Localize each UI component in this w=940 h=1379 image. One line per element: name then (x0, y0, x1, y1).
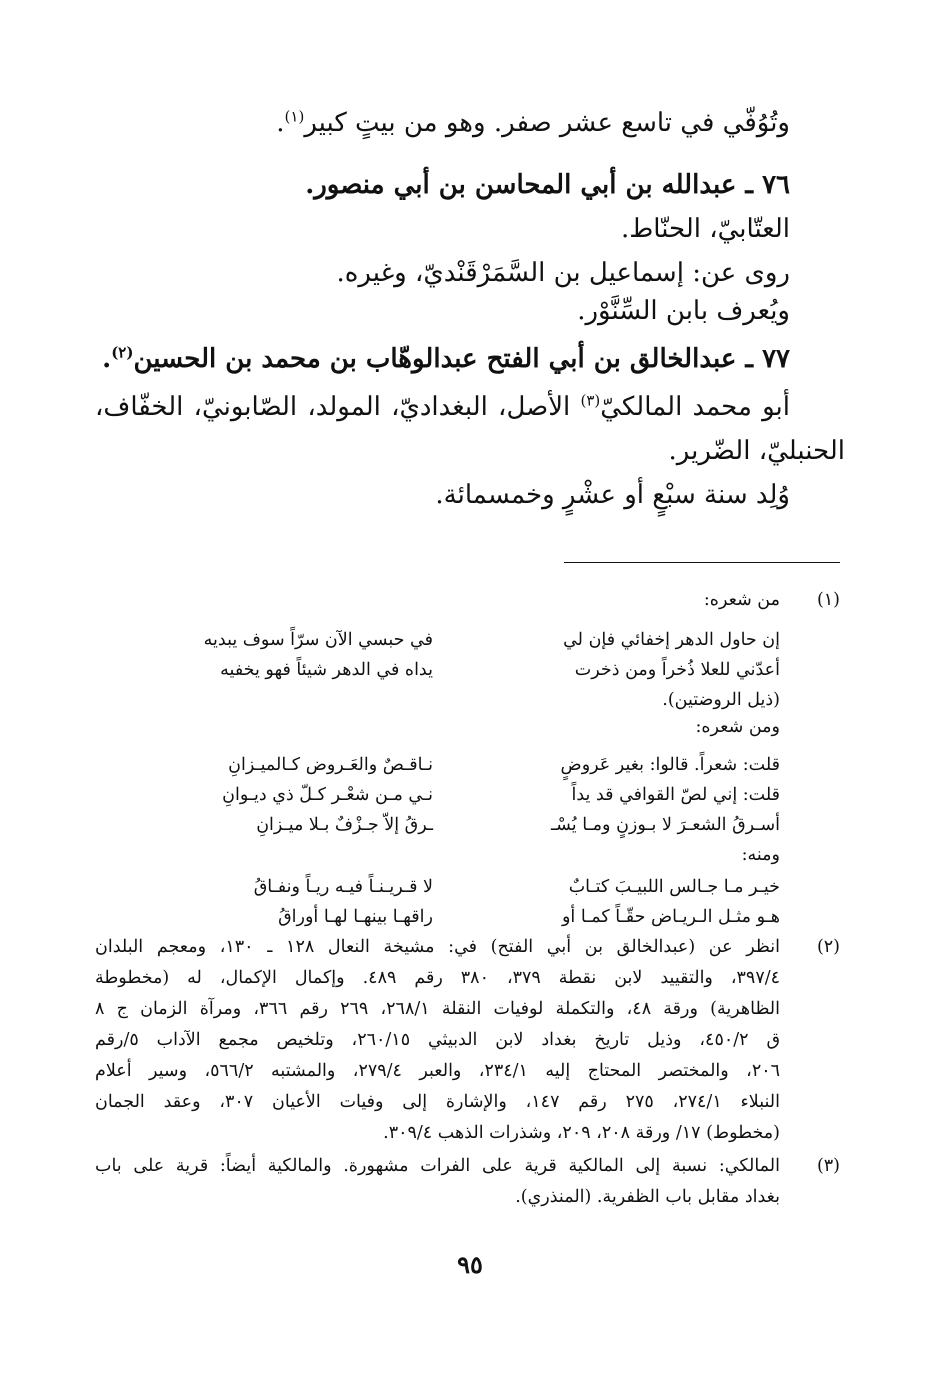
footnote-ref-2[interactable]: (٢) (111, 343, 134, 362)
verse-3-2-left: راقهـا بينهـا لهـا أوراقُ (278, 907, 433, 927)
footnote-2-line: الظاهرية) ورقة ٤٨، والتكملة لوفيات النقلة ٢٦٨/١، ٢٦٩ رقم ٣٦٦، ومرآة الزمان ج ٨ (95, 999, 780, 1019)
entry-76-narration: روى عن: إسماعيل بن السَّمَرْقَنْديّ، وغيره. (336, 258, 790, 288)
page-number: ٩٥ (457, 1250, 483, 1279)
verse-1-1-right: إن حاول الدهر إخفائي فإن لي (563, 630, 780, 650)
footnote-1-source: (ذيل الروضتين). (662, 690, 780, 710)
verse-2-2-left: نـي مـن شعْـر كـلّ ذي ديـوانِ (222, 785, 433, 805)
death-date-text: وتُوُفّي في تاسع عشر صفر. وهو من بيتٍ كبير (304, 108, 790, 138)
verse-2-1-right: قلت: شعراً. قالوا: بغير عَروضٍ (560, 755, 780, 775)
entry-77-kunya: أبو محمد المالكيّ (600, 392, 790, 422)
entry-76-known-as: ويُعرف بابن السِّنَّوْر. (577, 296, 790, 326)
title-end-period: . (102, 344, 112, 374)
entry-77-nisba-cont: الحنبليّ، الضّرير. (668, 436, 845, 466)
verse-1-2-right: أعدّني للعلا ذُخراً ومن ذخرت (574, 660, 780, 680)
footnote-2-line: انظر عن (عبدالخالق بن أبي الفتح) في: مشيخة النعال ١٢٨ ـ ١٣٠، ومعجم البلدان (95, 937, 780, 957)
verse-1-1-left: في حبسي الآن سرّاً سوف يبديه (203, 630, 433, 650)
verse-2-1-left: نـاقـصٌ والعَـروض كـالميـزانِ (228, 755, 433, 775)
footnote-2-line: ٣٩٧/٤، والتقييد لابن نقطة ٣٧٩، ٣٨٠ رقم ٤٨٩. وإكمال الإكمال، له (مخطوطة (95, 968, 781, 988)
verse-2-3-right: أسـرقُ الشعـرَ لا بـوزنٍ ومـا يُسْـ (551, 815, 780, 835)
verse-2-2-right: قلت: إني لصّ القوافي قد يداً (571, 785, 780, 805)
verse-1-2-left: يداه في الدهر شيئاً فهو يخفيه (220, 660, 433, 680)
entry-77-title (102, 343, 790, 374)
footnote-1-intro: من شعره: (703, 590, 780, 610)
verse-3-2-right: هـو مثـل الـريـاض حقّـاً كمـا أو (561, 907, 780, 927)
line-end-period: . (276, 108, 285, 138)
verse-3-1-left: لا قـريـنـاً فيـه ريـاً ونفـاقُ (253, 877, 433, 897)
entry-77-nisbas: الأصل، البغداديّ، المولد، الصّابونيّ، الخفّاف، (95, 392, 581, 422)
footnote-1-number: (١) (816, 590, 840, 610)
footnote-separator (564, 562, 840, 563)
footnote-2-line: (مخطوط) ١٧/ ورقة ٢٠٨، ٢٠٩، وشذرات الذهب ٣٠٩/٤. (383, 1123, 780, 1143)
footnote-2-line: ق ٤٥٠/٢، وذيل تاريخ بغداد لابن الدبيثي ٢٦٠/١٥، وتلخيص مجمع الآداب ٥/رقم (95, 1030, 781, 1050)
entry-77-title-text: ٧٧ ـ عبدالخالق بن أبي الفتح عبدالوهّاب بن محمد بن الحسين (133, 344, 790, 374)
entry-76-nisba: العتّابيّ، الحنّاط. (620, 214, 790, 244)
footnote-ref-3[interactable]: (٣) (580, 391, 601, 410)
footnote-ref-1[interactable]: (١) (284, 107, 305, 126)
verse-2-3-left: ـرقُ إلاّ جـزْفٌ بـلا ميـزانِ (256, 815, 433, 835)
footnote-1-intro-2: ومن شعره: (695, 717, 780, 737)
entry-76-title: ٧٦ ـ عبدالله بن أبي المحاسن بن أبي منصور. (305, 170, 790, 200)
footnote-2-line: النبلاء ٢٧٤/١، ٢٧٥ رقم ١٤٧، والإشارة إلى وفيات الأعيان ٣٠٧، وعقد الجمان (95, 1092, 780, 1112)
verse-3-1-right: خيـر مـا جـالس اللبيـبَ كتـابٌ (568, 877, 780, 897)
footnote-1-intro-3: ومنه: (741, 845, 780, 865)
footnote-2-number: (٢) (816, 937, 840, 957)
entry-77-nisba-line (95, 391, 790, 422)
death-date-line (276, 107, 790, 138)
footnote-3-line: بغداد مقابل باب الظفرية. (المنذري). (515, 1187, 780, 1207)
entry-77-birth: وُلِد سنة سبْعٍ أو عشْرٍ وخمسمائة. (435, 480, 790, 510)
footnote-3-number: (٣) (816, 1156, 840, 1176)
footnote-2-line: ٢٠٦، والمختصر المحتاج إليه ٢٣٤/١، والعبر ٢٧٩/٤، والمشتبه ٥٦٦/٢، وسير أعلام (95, 1061, 781, 1081)
footnote-3-line: المالكي: نسبة إلى المالكية قرية على الفرات مشهورة. والمالكية أيضاً: قرية على باب (95, 1156, 780, 1176)
